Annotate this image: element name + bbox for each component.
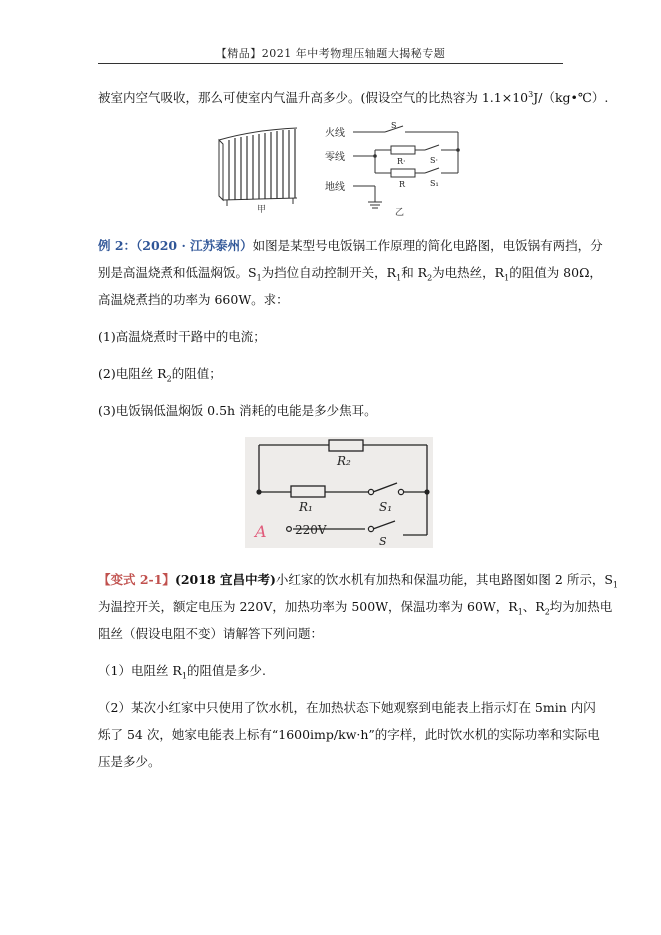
label-switch-s1: S₁ bbox=[430, 179, 439, 188]
example2-question-1: (1)高温烧煮时干路中的电流； bbox=[98, 329, 266, 344]
example2-question-3: (3)电饭锅低温焖饭 0.5h 消耗的电能是多少焦耳。 bbox=[98, 403, 377, 418]
label-voltage: 220V bbox=[295, 523, 327, 537]
label-r1: R₁ bbox=[299, 500, 313, 514]
label-ground-wire: 地线 bbox=[325, 182, 345, 193]
example2-line2: 别是高温烧煮和低温焖饭。$S_1$为挡位自动控制开关，$R_1$和 $R_2$为电热丝，$R_1$的阻值为 80Ω， bbox=[98, 265, 602, 283]
label-s: S bbox=[379, 535, 387, 548]
label-neutral-wire: 零线 bbox=[325, 152, 345, 163]
variant-question-2-line2: 烁了 54 次，她家电能表上标有“1600imp/kw·h”的字样，此时饮水机的实际功率和实际电 bbox=[98, 727, 600, 742]
example2-question-2: (2)电阻丝 $R_2$的阻值； bbox=[98, 366, 222, 384]
example2-line1 bbox=[98, 232, 603, 259]
variant-question-1: （1）电阻丝 $R_1$的阻值是多少. bbox=[98, 663, 266, 681]
label-resistor-upper: R· bbox=[397, 157, 406, 166]
label-live-wire: 火线 bbox=[325, 128, 345, 139]
variant-source: (2018 宜昌中考) bbox=[174, 572, 276, 587]
intro-paragraph bbox=[98, 81, 609, 111]
figure1-caption-right: 乙 bbox=[395, 208, 405, 218]
example2-text-1: 如图是某型号电饭锅工作原理的简化电路图，电饭锅有两挡，分 bbox=[252, 238, 603, 253]
variant-question-2-line1: （2）某次小红家中只使用了饮水机，在加热状态下她观察到电能表上指示灯在 5min 内闪 bbox=[98, 700, 596, 715]
circuit-diagram-b bbox=[353, 126, 458, 208]
variant-line2: 为温控开关，额定电压为 220V，加热功率为 500W，保温功率为 60W，$R_1$、$R_2$均为加热电 bbox=[98, 599, 613, 617]
handwritten-mark: A bbox=[255, 522, 267, 541]
page-header: 【精品】2021 年中考物理压轴题大揭秘专题 bbox=[215, 47, 446, 60]
example2-line3: 高温烧煮挡的功率为 660W。求： bbox=[98, 292, 289, 307]
label-s1: S₁ bbox=[379, 500, 393, 514]
intro-unit: J/（kg•℃）. bbox=[533, 90, 609, 106]
figure1-caption-left: 甲 bbox=[257, 205, 267, 215]
label-switch-upper: S· bbox=[430, 156, 439, 165]
example2-label: 例 2：（2020 · 江苏泰州） bbox=[98, 238, 253, 253]
figure-rice-cooker-circuit bbox=[245, 437, 433, 548]
header-divider bbox=[98, 63, 563, 64]
label-r2: R₂ bbox=[337, 454, 351, 468]
variant-line3: 阻丝（假设电阻不变）请解答下列问题： bbox=[98, 626, 324, 641]
figure-heater-circuit bbox=[213, 118, 463, 220]
variant-label: 【变式 2-1】 bbox=[98, 572, 175, 587]
label-switch-s: S bbox=[391, 121, 397, 130]
variant-question-2-line3: 压是多少。 bbox=[98, 754, 161, 769]
label-resistor-lower: R bbox=[399, 180, 406, 189]
intro-text: 被室内空气吸收，那么可使室内气温升高多少。(假设空气的比热容为 1.1×10 bbox=[98, 90, 529, 106]
intro-superscript: 3 bbox=[528, 90, 534, 99]
radiator-drawing bbox=[219, 128, 297, 206]
variant-line1: 【变式 2-1】(2018 宜昌中考)小红家的饮水机有加热和保温功能，其电路图如图 2 所示，$S_1$ bbox=[98, 572, 618, 590]
